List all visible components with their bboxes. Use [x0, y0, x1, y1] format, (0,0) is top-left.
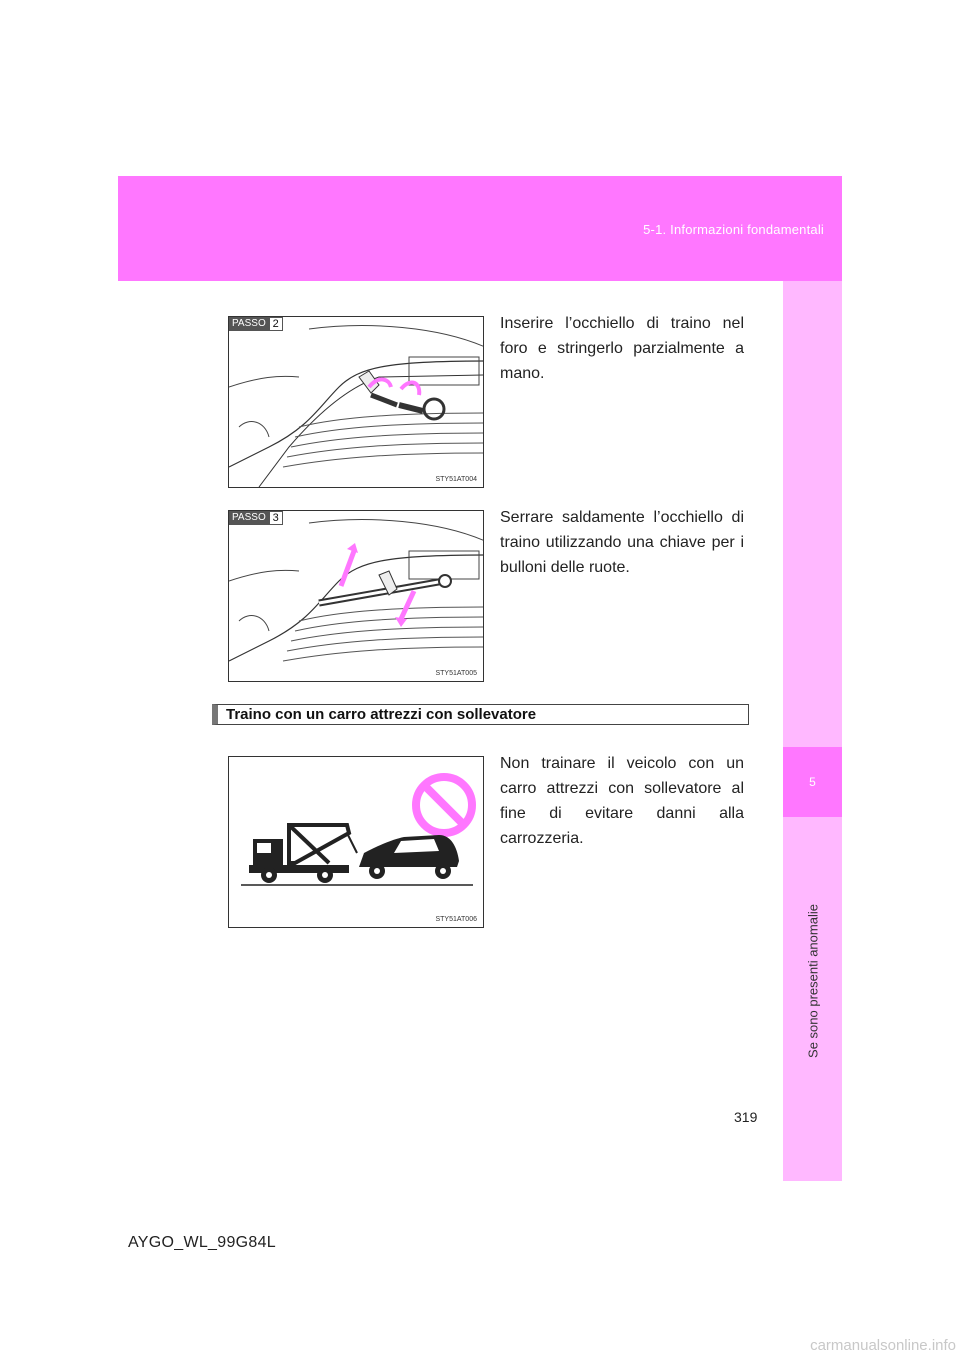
figure-code: STY51AT006 [435, 916, 477, 923]
step-badge: PASSO 2 [229, 317, 283, 331]
document-code: AYGO_WL_99G84L [128, 1234, 276, 1251]
figure-code: STY51AT004 [435, 476, 477, 483]
section-title: 5-1. Informazioni fondamentali [643, 222, 824, 237]
section-text: Non trainare il veicolo con un carro attrezzi con sollevatore al fine di evitare danni alla carrozzeria. [500, 755, 744, 847]
tow-eyelet-insert-illustration [229, 317, 484, 488]
watermark: carmanualsonline.info [810, 1337, 956, 1354]
wrench-tighten-illustration [229, 511, 484, 682]
header-band [118, 176, 842, 281]
figure-step-3 [228, 510, 484, 682]
prohibited-icon [416, 777, 472, 833]
step-2-text: Inserire l’occhiello di traino nel foro e stringerlo parzialmente a mano. [500, 315, 744, 382]
chapter-number: 5 [783, 747, 842, 817]
section-heading: Traino con un carro attrezzi con sollevatore [212, 704, 749, 725]
chapter-tab [783, 281, 842, 1181]
figure-code: STY51AT005 [435, 670, 477, 677]
figure-step-2 [228, 316, 484, 488]
tow-truck-prohibited-illustration [229, 757, 484, 928]
figure-tow-truck [228, 756, 484, 928]
page-number: 319 [734, 1109, 758, 1125]
step-3-text: Serrare saldamente l’occhiello di traino utilizzando una chiave per i bulloni delle ruote. [500, 509, 744, 576]
chapter-label-text: Se sono presenti anomalie [805, 904, 820, 1058]
chapter-label [783, 841, 842, 1121]
step-badge: PASSO 3 [229, 511, 283, 525]
